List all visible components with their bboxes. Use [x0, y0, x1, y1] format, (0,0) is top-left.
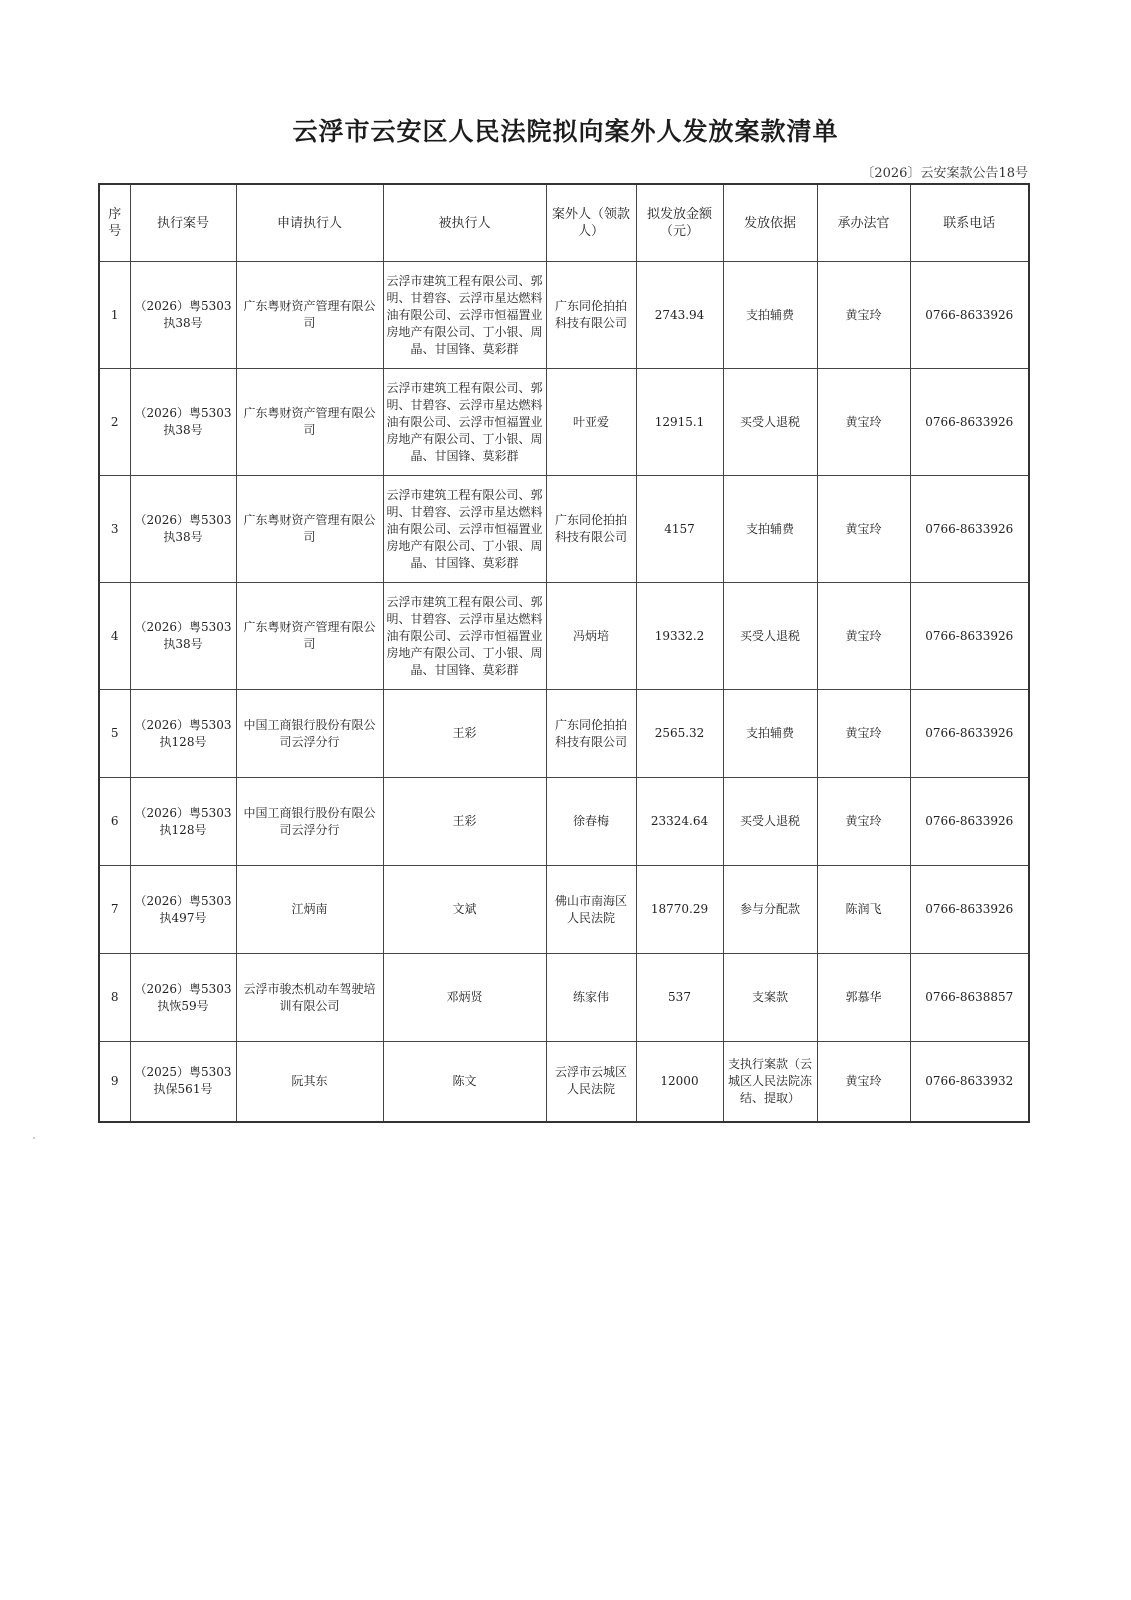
- cell-basis: 买受人退税: [723, 369, 817, 476]
- cell-amount: 18770.29: [636, 866, 723, 954]
- cell-payee: 冯炳培: [546, 583, 636, 690]
- table-row: [99, 866, 1029, 954]
- cell-case-number: （2026）粤5303执38号: [130, 369, 236, 476]
- header-seq: 序号: [99, 184, 130, 262]
- document-number: 〔2026〕云安案款公告18号: [861, 166, 1028, 181]
- cell-seq: 8: [99, 954, 130, 1042]
- cell-judge: 陈润飞: [817, 866, 910, 954]
- cell-seq: 7: [99, 866, 130, 954]
- scan-speck: [33, 1137, 35, 1139]
- cell-payee: 叶亚爱: [546, 369, 636, 476]
- disbursement-table-container: [98, 183, 1028, 1123]
- cell-case-number: （2026）粤5303执38号: [130, 476, 236, 583]
- cell-phone: 0766-8633926: [910, 369, 1029, 476]
- cell-amount: 23324.64: [636, 778, 723, 866]
- cell-amount: 2565.32: [636, 690, 723, 778]
- cell-judge: 郭慕华: [817, 954, 910, 1042]
- cell-seq: 2: [99, 369, 130, 476]
- header-amount: 拟发放金额（元）: [636, 184, 723, 262]
- header-applicant: 申请执行人: [236, 184, 383, 262]
- header-judge: 承办法官: [817, 184, 910, 262]
- cell-applicant: 云浮市骏杰机动车驾驶培训有限公司: [236, 954, 383, 1042]
- disbursement-table: [98, 183, 1030, 1123]
- page-title: 云浮市云安区人民法院拟向案外人发放案款清单: [292, 117, 839, 146]
- cell-payee: 云浮市云城区人民法院: [546, 1042, 636, 1122]
- cell-judge: 黄宝玲: [817, 583, 910, 690]
- cell-phone: 0766-8633932: [910, 1042, 1029, 1122]
- cell-amount: 12000: [636, 1042, 723, 1122]
- table-row: [99, 583, 1029, 690]
- cell-basis: 买受人退税: [723, 778, 817, 866]
- table-row: [99, 690, 1029, 778]
- cell-payee: 徐春梅: [546, 778, 636, 866]
- cell-amount: 4157: [636, 476, 723, 583]
- cell-phone: 0766-8633926: [910, 583, 1029, 690]
- table-row: [99, 476, 1029, 583]
- table-row: [99, 778, 1029, 866]
- cell-phone: 0766-8638857: [910, 954, 1029, 1042]
- cell-judge: 黄宝玲: [817, 690, 910, 778]
- header-basis: 发放依据: [723, 184, 817, 262]
- cell-basis: 买受人退税: [723, 583, 817, 690]
- cell-respondent: 王彩: [383, 778, 546, 866]
- cell-seq: 6: [99, 778, 130, 866]
- cell-respondent: 邓炳贤: [383, 954, 546, 1042]
- table-row: [99, 1042, 1029, 1122]
- cell-applicant: 广东粤财资产管理有限公司: [236, 262, 383, 369]
- cell-payee: 广东同伦拍拍科技有限公司: [546, 690, 636, 778]
- cell-phone: 0766-8633926: [910, 262, 1029, 369]
- cell-basis: 支案款: [723, 954, 817, 1042]
- cell-case-number: （2026）粤5303执恢59号: [130, 954, 236, 1042]
- cell-case-number: （2026）粤5303执38号: [130, 583, 236, 690]
- cell-respondent: 云浮市建筑工程有限公司、郭明、甘碧容、云浮市星达燃料油有限公司、云浮市恒福置业房地产有限公司、丁小银、周晶、甘国锋、莫彩群: [383, 583, 546, 690]
- cell-respondent: 王彩: [383, 690, 546, 778]
- cell-respondent: 云浮市建筑工程有限公司、郭明、甘碧容、云浮市星达燃料油有限公司、云浮市恒福置业房地产有限公司、丁小银、周晶、甘国锋、莫彩群: [383, 262, 546, 369]
- cell-seq: 4: [99, 583, 130, 690]
- table-row: [99, 262, 1029, 369]
- cell-case-number: （2026）粤5303执38号: [130, 262, 236, 369]
- cell-basis: 支拍辅费: [723, 476, 817, 583]
- cell-applicant: 江炳南: [236, 866, 383, 954]
- cell-respondent: 云浮市建筑工程有限公司、郭明、甘碧容、云浮市星达燃料油有限公司、云浮市恒福置业房地产有限公司、丁小银、周晶、甘国锋、莫彩群: [383, 476, 546, 583]
- cell-seq: 9: [99, 1042, 130, 1122]
- cell-applicant: 中国工商银行股份有限公司云浮分行: [236, 690, 383, 778]
- cell-seq: 3: [99, 476, 130, 583]
- cell-seq: 5: [99, 690, 130, 778]
- cell-applicant: 阮其东: [236, 1042, 383, 1122]
- cell-payee: 练家伟: [546, 954, 636, 1042]
- table-row: [99, 369, 1029, 476]
- cell-case-number: （2026）粤5303执497号: [130, 866, 236, 954]
- table-header-row: [99, 184, 1029, 262]
- cell-phone: 0766-8633926: [910, 866, 1029, 954]
- header-payee: 案外人（领款人）: [546, 184, 636, 262]
- cell-case-number: （2026）粤5303执128号: [130, 690, 236, 778]
- cell-payee: 广东同伦拍拍科技有限公司: [546, 262, 636, 369]
- cell-applicant: 广东粤财资产管理有限公司: [236, 476, 383, 583]
- cell-respondent: 陈文: [383, 1042, 546, 1122]
- cell-phone: 0766-8633926: [910, 778, 1029, 866]
- cell-respondent: 文斌: [383, 866, 546, 954]
- cell-judge: 黄宝玲: [817, 778, 910, 866]
- cell-applicant: 广东粤财资产管理有限公司: [236, 583, 383, 690]
- header-case-number: 执行案号: [130, 184, 236, 262]
- cell-judge: 黄宝玲: [817, 476, 910, 583]
- cell-phone: 0766-8633926: [910, 690, 1029, 778]
- cell-amount: 19332.2: [636, 583, 723, 690]
- cell-payee: 佛山市南海区人民法院: [546, 866, 636, 954]
- cell-basis: 支拍辅费: [723, 262, 817, 369]
- cell-judge: 黄宝玲: [817, 369, 910, 476]
- cell-seq: 1: [99, 262, 130, 369]
- cell-respondent: 云浮市建筑工程有限公司、郭明、甘碧容、云浮市星达燃料油有限公司、云浮市恒福置业房地产有限公司、丁小银、周晶、甘国锋、莫彩群: [383, 369, 546, 476]
- cell-phone: 0766-8633926: [910, 476, 1029, 583]
- cell-judge: 黄宝玲: [817, 262, 910, 369]
- header-phone: 联系电话: [910, 184, 1029, 262]
- cell-applicant: 广东粤财资产管理有限公司: [236, 369, 383, 476]
- header-respondent: 被执行人: [383, 184, 546, 262]
- cell-amount: 2743.94: [636, 262, 723, 369]
- cell-amount: 12915.1: [636, 369, 723, 476]
- cell-payee: 广东同伦拍拍科技有限公司: [546, 476, 636, 583]
- cell-basis: 支执行案款（云城区人民法院冻结、提取）: [723, 1042, 817, 1122]
- cell-basis: 支拍辅费: [723, 690, 817, 778]
- cell-amount: 537: [636, 954, 723, 1042]
- table-row: [99, 954, 1029, 1042]
- cell-case-number: （2025）粤5303执保561号: [130, 1042, 236, 1122]
- cell-applicant: 中国工商银行股份有限公司云浮分行: [236, 778, 383, 866]
- cell-basis: 参与分配款: [723, 866, 817, 954]
- cell-case-number: （2026）粤5303执128号: [130, 778, 236, 866]
- cell-judge: 黄宝玲: [817, 1042, 910, 1122]
